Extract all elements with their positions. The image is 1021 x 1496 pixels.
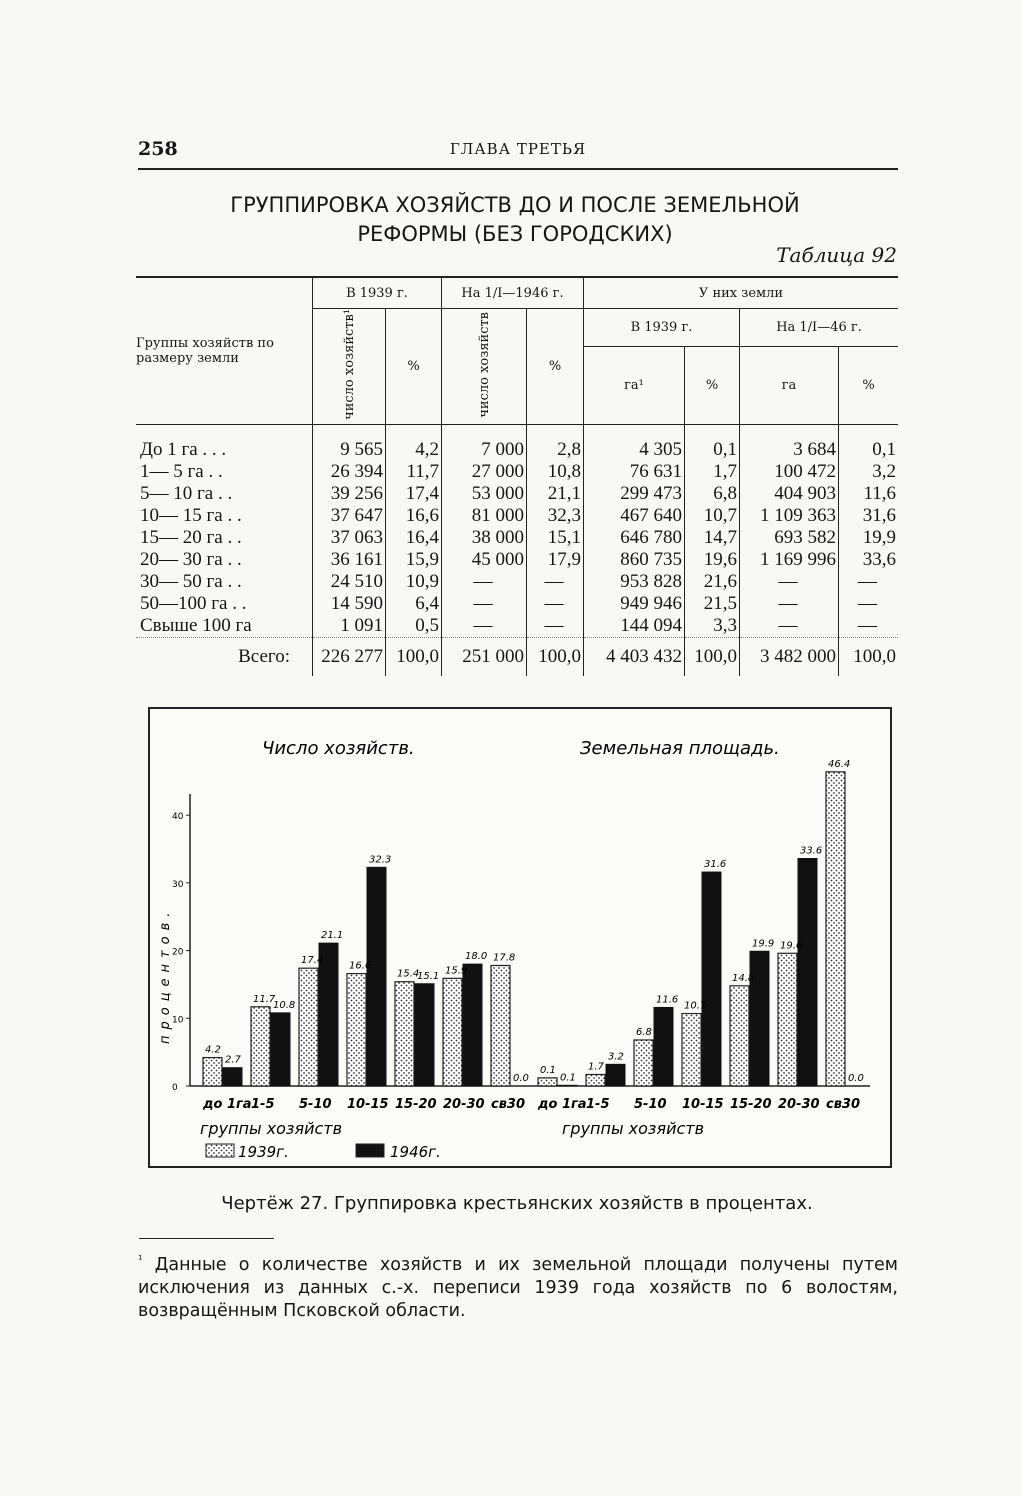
data-table: [136, 276, 898, 676]
table-row: [136, 571, 898, 593]
bar-label-1939: 4.2: [205, 1044, 221, 1056]
bar-label-1946: 32.3: [369, 854, 392, 866]
cell-l46: 1 109 363: [740, 505, 839, 527]
table-row: [136, 461, 898, 483]
cell-l46: 3 684: [740, 424, 839, 461]
cell-p39: 17,4: [386, 483, 442, 505]
total-p39: 100,0: [386, 637, 442, 676]
bar-chart: [150, 709, 890, 1166]
total-l39: 4 403 432: [584, 637, 685, 676]
chart-frame: [148, 707, 892, 1168]
bar-label-1946: 15.1: [417, 970, 440, 982]
cell-p46: 10,8: [527, 461, 584, 483]
total-lp39: 100,0: [685, 637, 740, 676]
table-label: Таблица 92: [776, 243, 897, 267]
cell-lp46: 11,6: [839, 483, 899, 505]
cell-p39: 0,5: [386, 615, 442, 638]
cell-lp46: 33,6: [839, 549, 899, 571]
bar-label-1946: 33.6: [800, 845, 823, 857]
cell-p46: 15,1: [527, 527, 584, 549]
chart-title-right: Земельная площадь.: [580, 738, 780, 759]
cell-l46: —: [740, 593, 839, 615]
bar-label-1939: 17.8: [493, 952, 516, 964]
cell-l46: —: [740, 571, 839, 593]
cell-p39: 4,2: [386, 424, 442, 461]
cell-lp39: 21,6: [685, 571, 740, 593]
category-label: 5-10: [634, 1097, 667, 1112]
table-row: [136, 424, 898, 461]
cell-lp39: 1,7: [685, 461, 740, 483]
bar-label-1946: 31.6: [704, 859, 727, 871]
bar-1939: [538, 1078, 557, 1086]
footnote-mark: ¹: [138, 1253, 143, 1266]
legend-label-1946: 1946г.: [390, 1143, 441, 1161]
bar-1939: [826, 772, 845, 1086]
bar-1939: [443, 978, 462, 1086]
row-group: 15— 20 га . .: [140, 526, 242, 548]
cell-l46: 1 169 996: [740, 549, 839, 571]
row-group: 5— 10 га . .: [140, 482, 233, 504]
footnote-rule: [139, 1238, 274, 1239]
cell-n39: 39 256: [313, 483, 386, 505]
cell-n46: 81 000: [442, 505, 527, 527]
bar-1939: [634, 1040, 653, 1086]
col-1939-header: В 1939 г.: [313, 277, 442, 309]
bar-1946: [463, 964, 482, 1086]
cell-p46: 32,3: [527, 505, 584, 527]
cell-p39: 6,4: [386, 593, 442, 615]
bar-1939: [395, 982, 414, 1086]
category-label: св30: [491, 1097, 526, 1112]
num-farms-1946-header: число хозяйств: [442, 309, 527, 425]
bar-label-1939: 11.7: [253, 993, 276, 1005]
bar-1939: [730, 986, 749, 1086]
bar-1939: [491, 965, 510, 1086]
land-1939-header: В 1939 г.: [584, 309, 740, 347]
bar-label-1939: 15.9: [445, 965, 468, 977]
cell-n46: 53 000: [442, 483, 527, 505]
cell-p39: 16,6: [386, 505, 442, 527]
row-group: 50—100 га . .: [140, 592, 247, 614]
bar-1946: [750, 951, 769, 1086]
footnote-text: Данные о количестве хозяйств и их земельной площади получены путем исключения из данных с.-х. переписи 1939 года хозяйств по 6 волостям, возвращённым Псковской области.: [138, 1254, 898, 1321]
table-row: [136, 593, 898, 615]
row-group: 10— 15 га . .: [140, 504, 242, 526]
bar-1946: [367, 867, 386, 1086]
bar-label-1939: 0.1: [540, 1064, 556, 1076]
bar-label-1939: 19.6: [780, 940, 803, 952]
cell-n39: 37 063: [313, 527, 386, 549]
table-row: [136, 527, 898, 549]
cell-n39: 9 565: [313, 424, 386, 461]
cell-p39: 16,4: [386, 527, 442, 549]
bar-label-1946: 18.0: [465, 951, 488, 963]
cell-lp46: —: [839, 593, 899, 615]
cell-lp39: 21,5: [685, 593, 740, 615]
cell-l39: 860 735: [584, 549, 685, 571]
cell-l39: 4 305: [584, 424, 685, 461]
bar-label-1946: 21.1: [321, 930, 344, 942]
table-row: [136, 505, 898, 527]
row-group: До 1 га . . .: [140, 438, 227, 460]
cell-p46: 2,8: [527, 424, 584, 461]
bar-label-1939: 46.4: [828, 758, 851, 770]
cell-l39: 467 640: [584, 505, 685, 527]
bar-label-1946: 0.0: [848, 1073, 864, 1084]
cell-p46: —: [527, 571, 584, 593]
bar-label-1946: 2.7: [225, 1054, 241, 1066]
row-group: Свыше 100 га: [140, 614, 252, 636]
pct-1946-header: %: [527, 309, 584, 425]
y-axis-label: процентов.: [158, 906, 173, 1044]
y-tick-label: 40: [172, 812, 184, 823]
category-label: 20-30: [443, 1097, 485, 1112]
total-lp46: 100,0: [839, 637, 899, 676]
land-1939-ha-header: га¹: [584, 346, 685, 424]
footnote: [138, 1248, 898, 1323]
legend-swatch-1946: [356, 1144, 384, 1157]
cell-n46: 38 000: [442, 527, 527, 549]
chart-title-left: Число хозяйств.: [262, 738, 415, 759]
cell-n39: 36 161: [313, 549, 386, 571]
category-label: 15-20: [395, 1097, 437, 1112]
table-title-line-1: ГРУППИРОВКА ХОЗЯЙСТВ ДО И ПОСЛЕ ЗЕМЕЛЬНОЙ: [230, 193, 800, 217]
cell-l39: 953 828: [584, 571, 685, 593]
category-label: 20-30: [778, 1097, 820, 1112]
cell-n46: 7 000: [442, 424, 527, 461]
y-tick-label: 20: [172, 947, 184, 958]
cell-lp46: —: [839, 571, 899, 593]
category-label: св30: [826, 1097, 861, 1112]
cell-p39: 10,9: [386, 571, 442, 593]
bar-label-1946: 10.8: [273, 999, 296, 1011]
group-header: Группы хозяйств по размеру земли: [136, 277, 313, 424]
bar-label-1946: 11.6: [656, 994, 679, 1006]
bar-label-1939: 16.6: [349, 960, 372, 972]
cell-l39: 646 780: [584, 527, 685, 549]
cell-lp46: 0,1: [839, 424, 899, 461]
bar-1946: [558, 1085, 577, 1086]
cell-p46: —: [527, 593, 584, 615]
cell-l39: 299 473: [584, 483, 685, 505]
num-farms-1939-header: число хозяйств¹: [313, 309, 386, 425]
land-1946-pct-header: %: [839, 346, 899, 424]
col-1946-header: На 1/I—1946 г.: [442, 277, 584, 309]
y-tick-label: 0: [172, 1083, 178, 1093]
bar-1946: [798, 859, 817, 1087]
row-group: 20— 30 га . .: [140, 548, 242, 570]
cell-n39: 24 510: [313, 571, 386, 593]
bar-label-1946: 3.2: [608, 1051, 624, 1063]
page-number: 258: [138, 138, 178, 160]
chart-caption: Чертёж 27. Группировка крестьянских хозяйств в процентах.: [221, 1193, 813, 1214]
category-label: 10-15: [682, 1097, 724, 1112]
bar-1939: [347, 974, 366, 1086]
bar-1946: [654, 1007, 673, 1086]
total-l46: 3 482 000: [740, 637, 839, 676]
cell-lp39: 19,6: [685, 549, 740, 571]
cell-lp46: 31,6: [839, 505, 899, 527]
table-title-line-2: РЕФОРМЫ (БЕЗ ГОРОДСКИХ): [357, 222, 673, 246]
land-1946-ha-header: га: [740, 346, 839, 424]
bar-label-1946: 19.9: [752, 938, 775, 950]
y-tick-label: 10: [172, 1015, 184, 1026]
category-label: до 1га: [203, 1097, 252, 1112]
bar-1946: [606, 1064, 625, 1086]
cell-p46: 21,1: [527, 483, 584, 505]
total-p46: 100,0: [527, 637, 584, 676]
y-tick-label: 30: [172, 879, 184, 890]
bar-1939: [586, 1074, 605, 1086]
category-label: 15-20: [730, 1097, 772, 1112]
legend-label-1939: 1939г.: [238, 1143, 289, 1161]
category-label: 10-15: [347, 1097, 389, 1112]
table-row: [136, 549, 898, 571]
cell-lp39: 3,3: [685, 615, 740, 638]
bar-1939: [778, 953, 797, 1086]
bar-label-1946: 0.1: [560, 1072, 576, 1084]
cell-lp39: 10,7: [685, 505, 740, 527]
bar-1946: [702, 872, 721, 1086]
cell-l46: 404 903: [740, 483, 839, 505]
cell-n46: —: [442, 593, 527, 615]
cell-l46: 100 472: [740, 461, 839, 483]
row-group: 30— 50 га . .: [140, 570, 242, 592]
cell-n39: 1 091: [313, 615, 386, 638]
cell-n39: 14 590: [313, 593, 386, 615]
cell-n46: 45 000: [442, 549, 527, 571]
total-label: Всего:: [238, 645, 290, 667]
bar-label-1939: 1.7: [588, 1061, 604, 1073]
category-label: 1-5: [251, 1097, 275, 1112]
category-label: до 1га: [538, 1097, 587, 1112]
cell-l46: 693 582: [740, 527, 839, 549]
cell-p46: —: [527, 615, 584, 638]
land-1939-pct-header: %: [685, 346, 740, 424]
bar-label-1939: 6.8: [636, 1026, 652, 1038]
cell-p39: 15,9: [386, 549, 442, 571]
cell-n46: —: [442, 615, 527, 638]
category-label: 1-5: [586, 1097, 610, 1112]
bar-1939: [682, 1014, 701, 1086]
bar-1939: [203, 1058, 222, 1086]
bar-1946: [415, 984, 434, 1086]
cell-l39: 76 631: [584, 461, 685, 483]
group-label-left: группы хозяйств: [200, 1119, 343, 1138]
cell-p46: 17,9: [527, 549, 584, 571]
table-row: [136, 615, 898, 638]
bar-1946: [223, 1068, 242, 1086]
land-1946-header: На 1/I—46 г.: [740, 309, 899, 347]
cell-lp46: 19,9: [839, 527, 899, 549]
bar-label-1939: 10.7: [684, 1000, 707, 1012]
total-n46: 251 000: [442, 637, 527, 676]
pct-1939-header: %: [386, 309, 442, 425]
bar-1939: [251, 1007, 270, 1086]
cell-l46: —: [740, 615, 839, 638]
bar-label-1939: 14.8: [732, 972, 755, 984]
cell-l39: 144 094: [584, 615, 685, 638]
cell-lp39: 14,7: [685, 527, 740, 549]
cell-lp46: 3,2: [839, 461, 899, 483]
running-title: ГЛАВА ТРЕТЬЯ: [449, 140, 587, 158]
total-n39: 226 277: [313, 637, 386, 676]
bar-label-1939: 17.4: [301, 955, 324, 967]
cell-n39: 37 647: [313, 505, 386, 527]
table-row: [136, 483, 898, 505]
cell-lp39: 6,8: [685, 483, 740, 505]
col-land-header: У них земли: [584, 277, 899, 309]
cell-n39: 26 394: [313, 461, 386, 483]
cell-lp39: 0,1: [685, 424, 740, 461]
cell-n46: 27 000: [442, 461, 527, 483]
legend-swatch-1939: [206, 1144, 234, 1157]
row-group: 1— 5 га . .: [140, 460, 223, 482]
bar-label-1939: 15.4: [397, 968, 420, 980]
bar-label-1946: 0.0: [513, 1073, 529, 1084]
page-header: [138, 134, 898, 170]
cell-lp46: —: [839, 615, 899, 638]
category-label: 5-10: [299, 1097, 332, 1112]
bar-1946: [271, 1013, 290, 1086]
cell-l39: 949 946: [584, 593, 685, 615]
bar-1939: [299, 968, 318, 1086]
cell-p39: 11,7: [386, 461, 442, 483]
group-label-right: группы хозяйств: [562, 1119, 705, 1138]
cell-n46: —: [442, 571, 527, 593]
